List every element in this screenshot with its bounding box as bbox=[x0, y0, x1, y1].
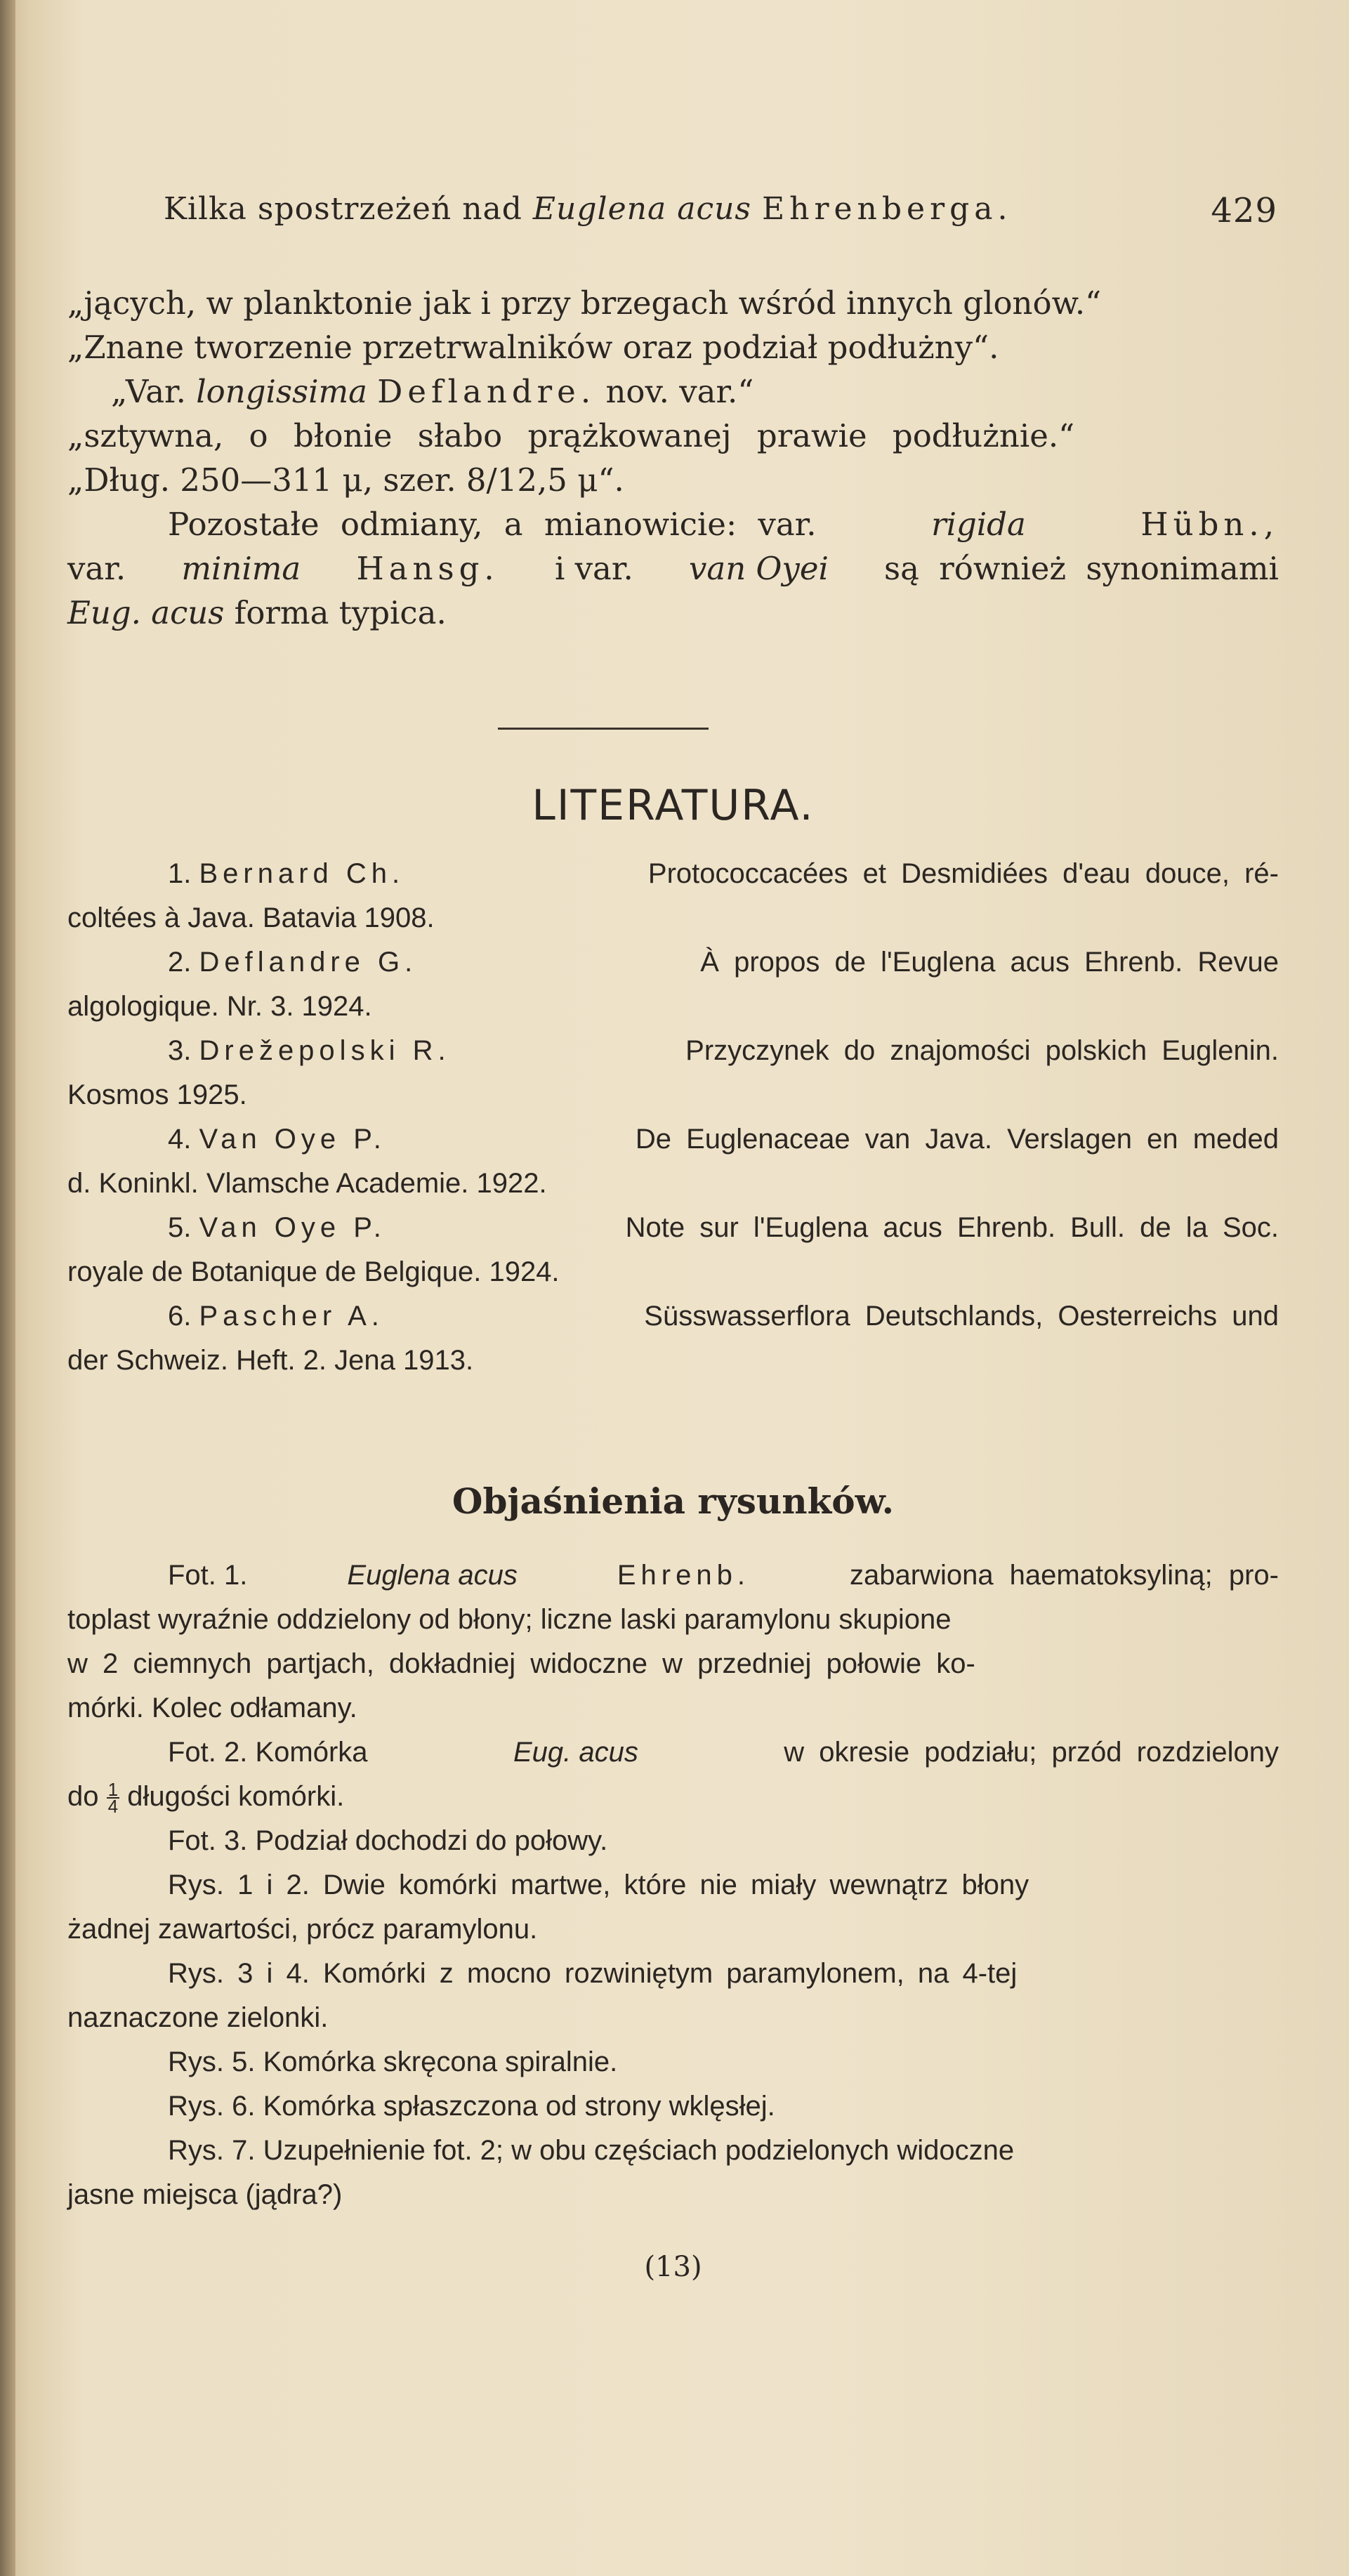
text-line: „sztywna, o błonie słabo prążkowanej prawie podłużnie.“ bbox=[67, 417, 1075, 454]
text-line: żadnej zawartości, prócz paramylonu. bbox=[67, 1914, 538, 1945]
reference-line: Kosmos 1925. bbox=[67, 1079, 247, 1110]
text-line: Rys. 1 i 2. Dwie komórki martwe, które nie miały wewnątrz błony bbox=[168, 1869, 1029, 1900]
reference-number-author: 5. Van Oye P. bbox=[168, 1212, 386, 1243]
reference-title: De Euglenaceae van Java. Verslagen en meded bbox=[635, 1124, 1279, 1155]
reference-line: algologique. Nr. 3. 1924. bbox=[67, 991, 372, 1022]
reference-line: coltées à Java. Batavia 1908. bbox=[67, 902, 435, 933]
text-line: „Var. longissima Deflandre. nov. var.“ bbox=[111, 373, 754, 410]
page-number: 429 bbox=[1211, 191, 1277, 230]
running-title: Kilka spostrzeżeń nad Euglena acus Ehrenberga. bbox=[164, 191, 1013, 227]
reference-number-author: 6. Pascher A. bbox=[168, 1301, 384, 1332]
reference-author: Van Oye P. bbox=[199, 1212, 386, 1243]
figure-explanations bbox=[67, 1553, 1279, 2217]
text-line: naznaczone zielonki. bbox=[67, 2002, 329, 2033]
reference-line bbox=[67, 1029, 1279, 1073]
reference-author: Bernard Ch. bbox=[199, 858, 405, 889]
text-line: jasne miejsca (jądra?) bbox=[67, 2179, 343, 2210]
text-line: do $\frac{1}{4}$ długości komórki. bbox=[67, 1779, 345, 1818]
reference-title: Süsswasserflora Deutschlands, Oesterreichs und bbox=[644, 1301, 1279, 1332]
text-line: Fot. 1. Euglena acus Ehrenb. zabarwiona haematoksyliną; pro- bbox=[168, 1560, 1279, 1591]
reference-line bbox=[67, 1117, 1279, 1162]
reference-title: Przyczynek do znajomości polskich Euglenin. bbox=[685, 1035, 1279, 1066]
reference-line bbox=[67, 1206, 1279, 1250]
text-line: Rys. 5. Komórka skręcona spiralnie. bbox=[168, 2046, 618, 2077]
text-line: w 2 ciemnych partjach, dokładniej widoczne w przedniej połowie ko- bbox=[67, 1648, 975, 1679]
intro-text bbox=[67, 281, 1279, 635]
reference-item bbox=[67, 852, 1279, 940]
reference-list bbox=[67, 852, 1279, 1383]
text-line: mórki. Kolec odłamany. bbox=[67, 1693, 357, 1723]
text-line: „Dług. 250—311 μ, szer. 8/12,5 μ“. bbox=[67, 461, 624, 499]
reference-line bbox=[67, 940, 1279, 985]
reference-item bbox=[67, 1206, 1279, 1294]
reference-number-author: 1. Bernard Ch. bbox=[168, 858, 405, 889]
reference-line: der Schweiz. Heft. 2. Jena 1913. bbox=[67, 1345, 474, 1376]
binding-edge bbox=[0, 0, 15, 2576]
reference-line: royale de Botanique de Belgique. 1924. bbox=[67, 1256, 560, 1287]
text-line: „Znane tworzenie przetrwalników oraz podział podłużny“. bbox=[67, 329, 999, 366]
reference-title: À propos de l'Euglena acus Ehrenb. Revue bbox=[700, 947, 1279, 978]
reference-item bbox=[67, 1029, 1279, 1117]
reference-author: Drežepolski R. bbox=[199, 1035, 451, 1066]
reference-item bbox=[67, 1117, 1279, 1206]
reference-author: Van Oye P. bbox=[199, 1124, 386, 1155]
folio-number: (13) bbox=[644, 2251, 702, 2283]
text-line: Pozostałe odmiany, a mianowicie: var. rigida Hübn., bbox=[168, 506, 1279, 543]
text-line: Rys. 3 i 4. Komórki z mocno rozwiniętym paramylonem, na 4-tej bbox=[168, 1958, 1018, 1989]
reference-author: Pascher A. bbox=[199, 1301, 384, 1332]
text-line: var. minima Hansg. i var. van Oyei są również synonimami bbox=[67, 550, 1279, 587]
reference-line bbox=[67, 1294, 1279, 1339]
text-line: Fot. 3. Podział dochodzi do połowy. bbox=[168, 1825, 608, 1856]
text-line: „jących, w planktonie jak i przy brzegach wśród innych glonów.“ bbox=[67, 284, 1102, 322]
text-line: Fot. 2. Komórka Eug. acus w okresie podziału; przód rozdzielony bbox=[168, 1737, 1279, 1768]
text-line: toplast wyraźnie oddzielony od błony; liczne laski paramylonu skupione bbox=[67, 1604, 952, 1635]
reference-author: Deflandre G. bbox=[199, 947, 418, 978]
reference-title: Note sur l'Euglena acus Ehrenb. Bull. de la Soc. bbox=[625, 1212, 1279, 1243]
reference-line bbox=[67, 852, 1279, 896]
reference-line: d. Koninkl. Vlamsche Academie. 1922. bbox=[67, 1168, 547, 1199]
reference-item bbox=[67, 940, 1279, 1029]
fraction-one-quarter: $\frac{1}{4}$ bbox=[107, 1779, 119, 1818]
text-line: Rys. 6. Komórka spłaszczona od strony wklęsłej. bbox=[168, 2091, 775, 2122]
section-divider bbox=[498, 728, 709, 730]
explanations-heading: Objaśnienia rysunków. bbox=[452, 1480, 895, 1522]
reference-number-author: 2. Deflandre G. bbox=[168, 947, 418, 978]
reference-item bbox=[67, 1294, 1279, 1383]
reference-number-author: 3. Drežepolski R. bbox=[168, 1035, 451, 1066]
literature-heading: LITERATURA. bbox=[532, 781, 815, 830]
reference-title: Protococcacées et Desmidiées d'eau douce, ré- bbox=[647, 858, 1279, 889]
reference-number-author: 4. Van Oye P. bbox=[168, 1124, 386, 1155]
text-line: Rys. 7. Uzupełnienie fot. 2; w obu częściach podzielonych widoczne bbox=[168, 2135, 1015, 2166]
text-line: Eug. acus forma typica. bbox=[67, 594, 447, 631]
